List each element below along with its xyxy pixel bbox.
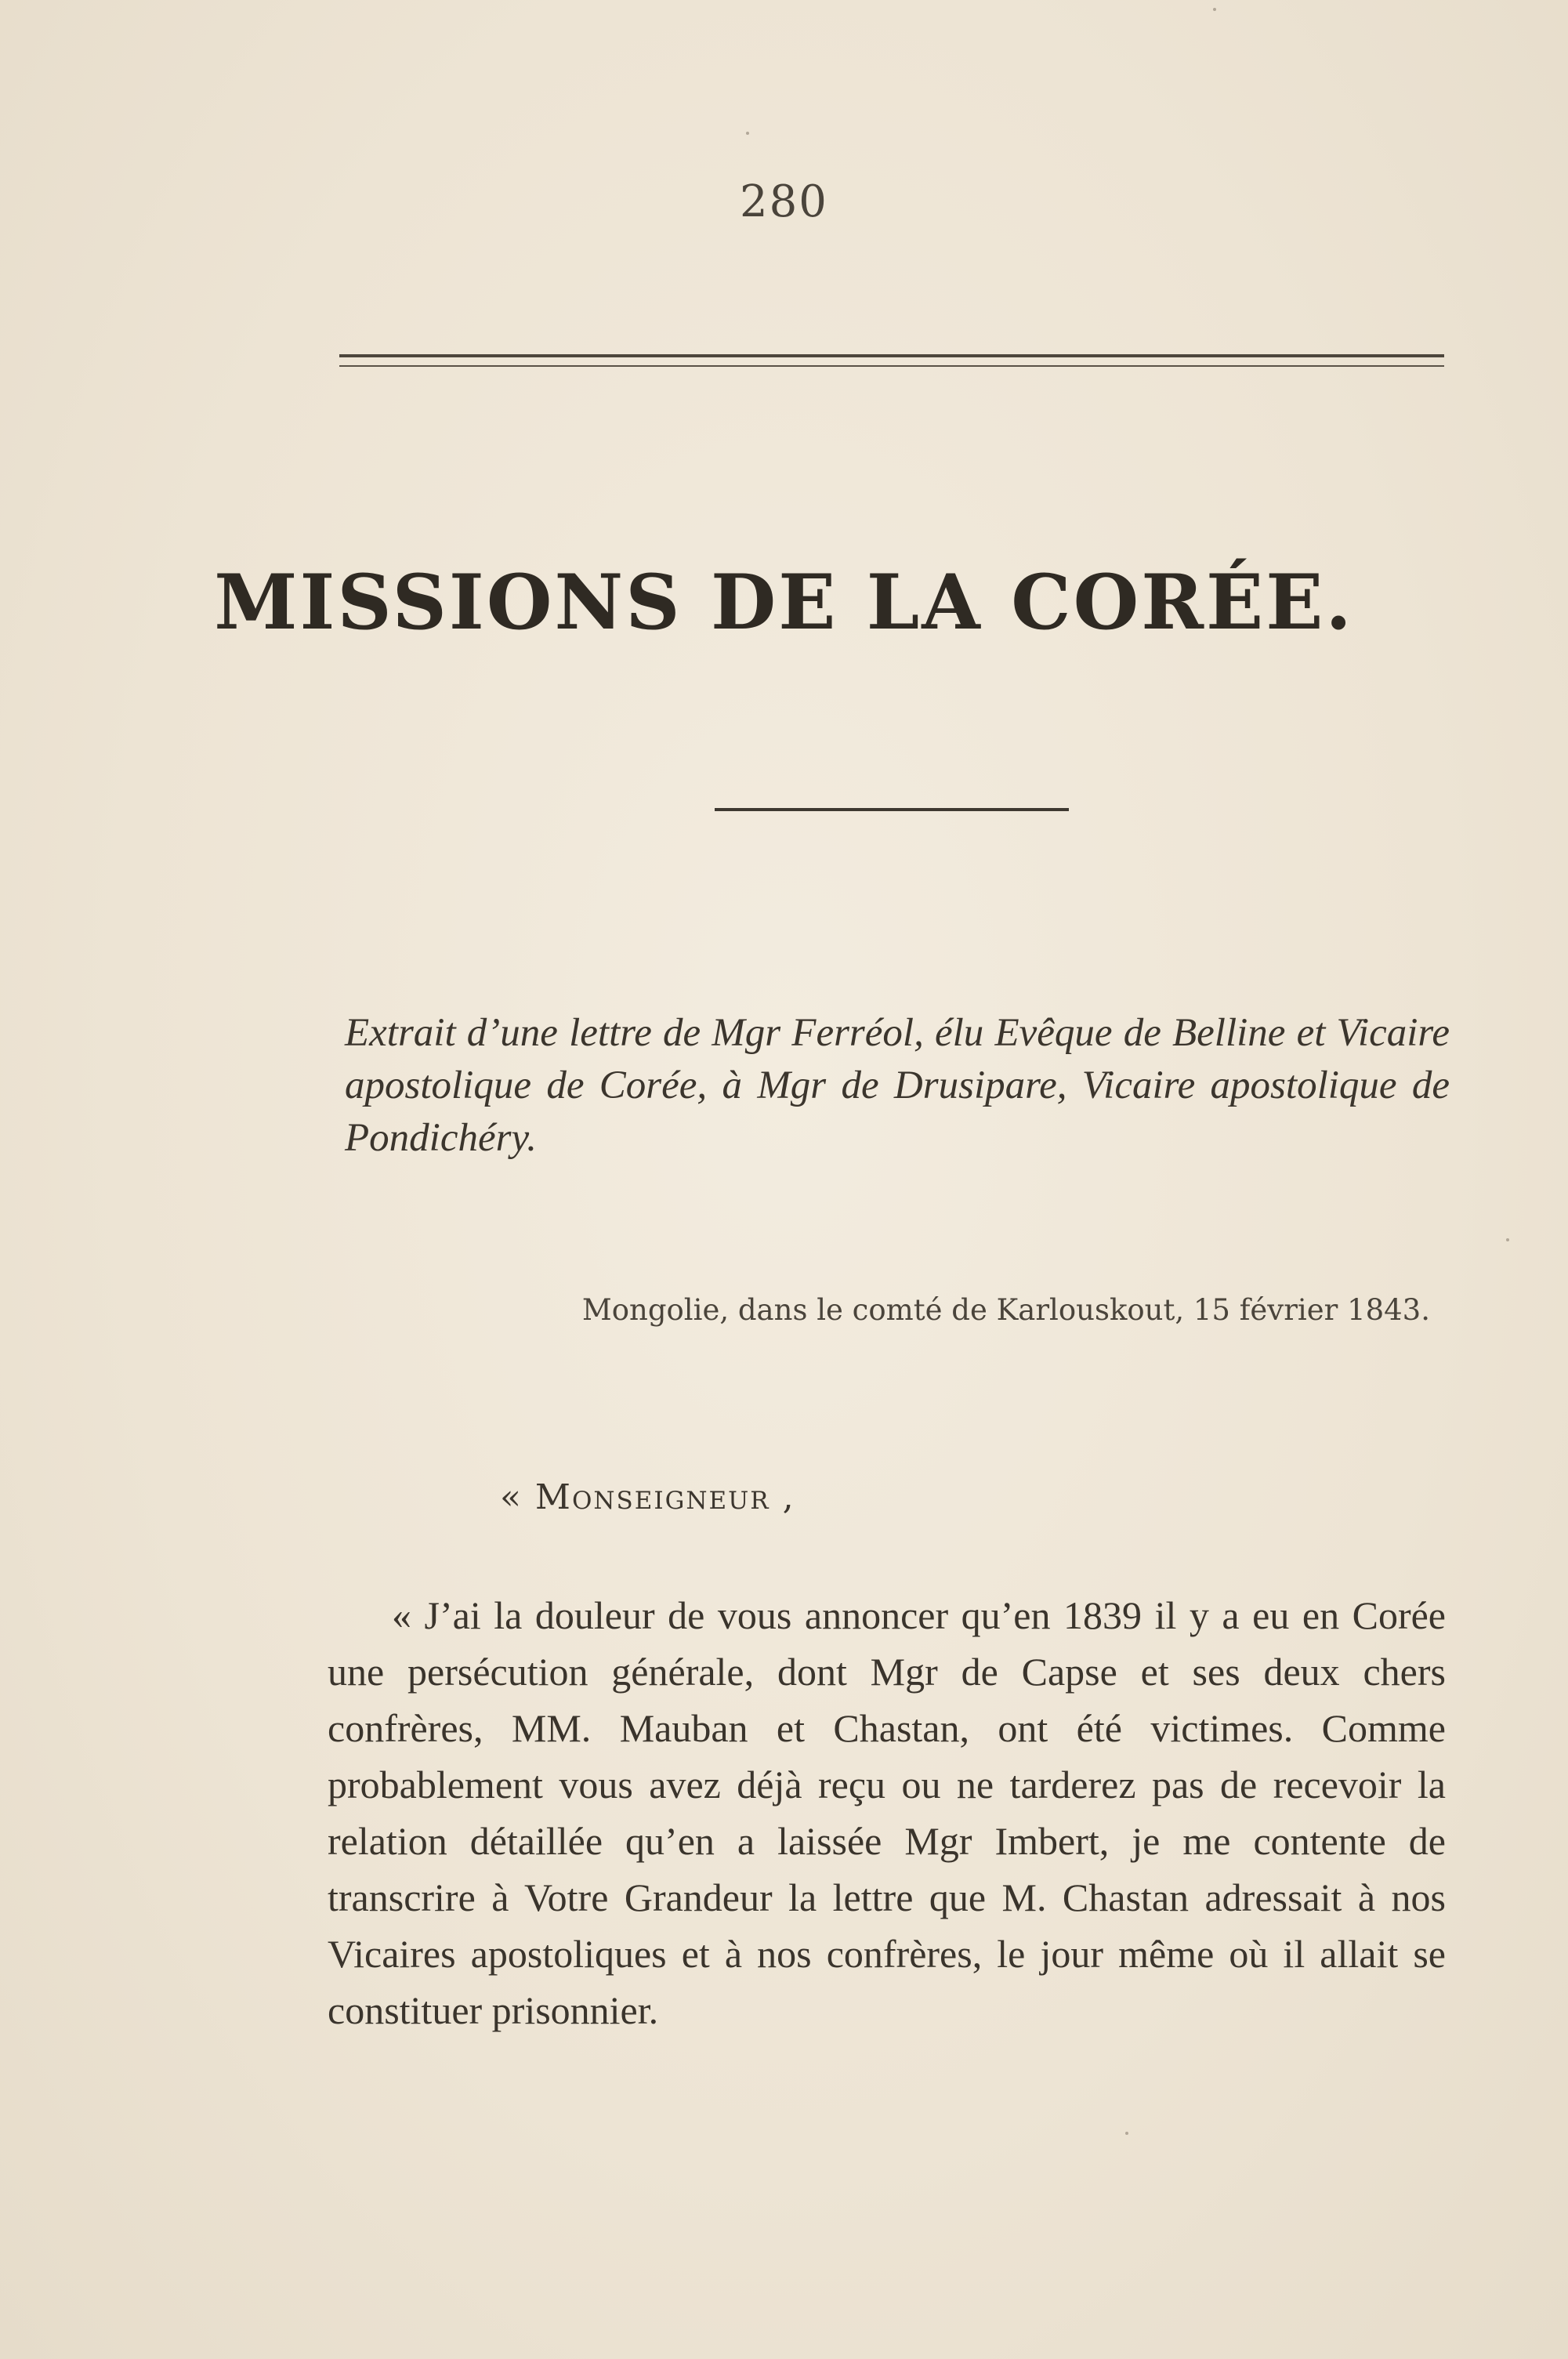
title-divider	[715, 808, 1069, 811]
letter-body: « J’ai la douleur de vous annoncer qu’en 1839 il y a eu en Corée une persécution générale, dont Mgr de Capse et ses deux chers confrères, MM. Mauban et Chastan, ont été victimes. Comme probablement vous avez déjà reçu ou ne tarderez pas de recevoir la relation détaillée qu’en a laissée Mgr Imbert, je me contente de transcrire à Votre Grandeur la lettre que M. Chastan adressait à nos Vicaires apostoliques et à nos confrères, le jour même où il allait se constituer prisonnier.	[328, 1593, 1446, 2032]
chapter-title: MISSIONS DE LA CORÉE.	[214, 558, 1354, 647]
paper-speck	[1213, 8, 1216, 11]
paper-speck	[1506, 1238, 1509, 1241]
header-rule-thin	[339, 365, 1444, 367]
letter-salutation: « Monseigneur ,	[500, 1477, 795, 1517]
header-rule	[339, 354, 1444, 357]
paper-speck	[1125, 2132, 1128, 2135]
page-number: 280	[740, 176, 828, 227]
extract-heading: Extrait d’une lettre de Mgr Ferréol, élu Evêque de Belline et Vicaire apostolique de Corée, à Mgr de Drusipare, Vicaire apostolique de Pondichéry.	[345, 1011, 1450, 1160]
paper-speck	[746, 132, 749, 135]
letter-dateline: Mongolie, dans le comté de Karlouskout, 15 février 1843.	[581, 1293, 1430, 1327]
